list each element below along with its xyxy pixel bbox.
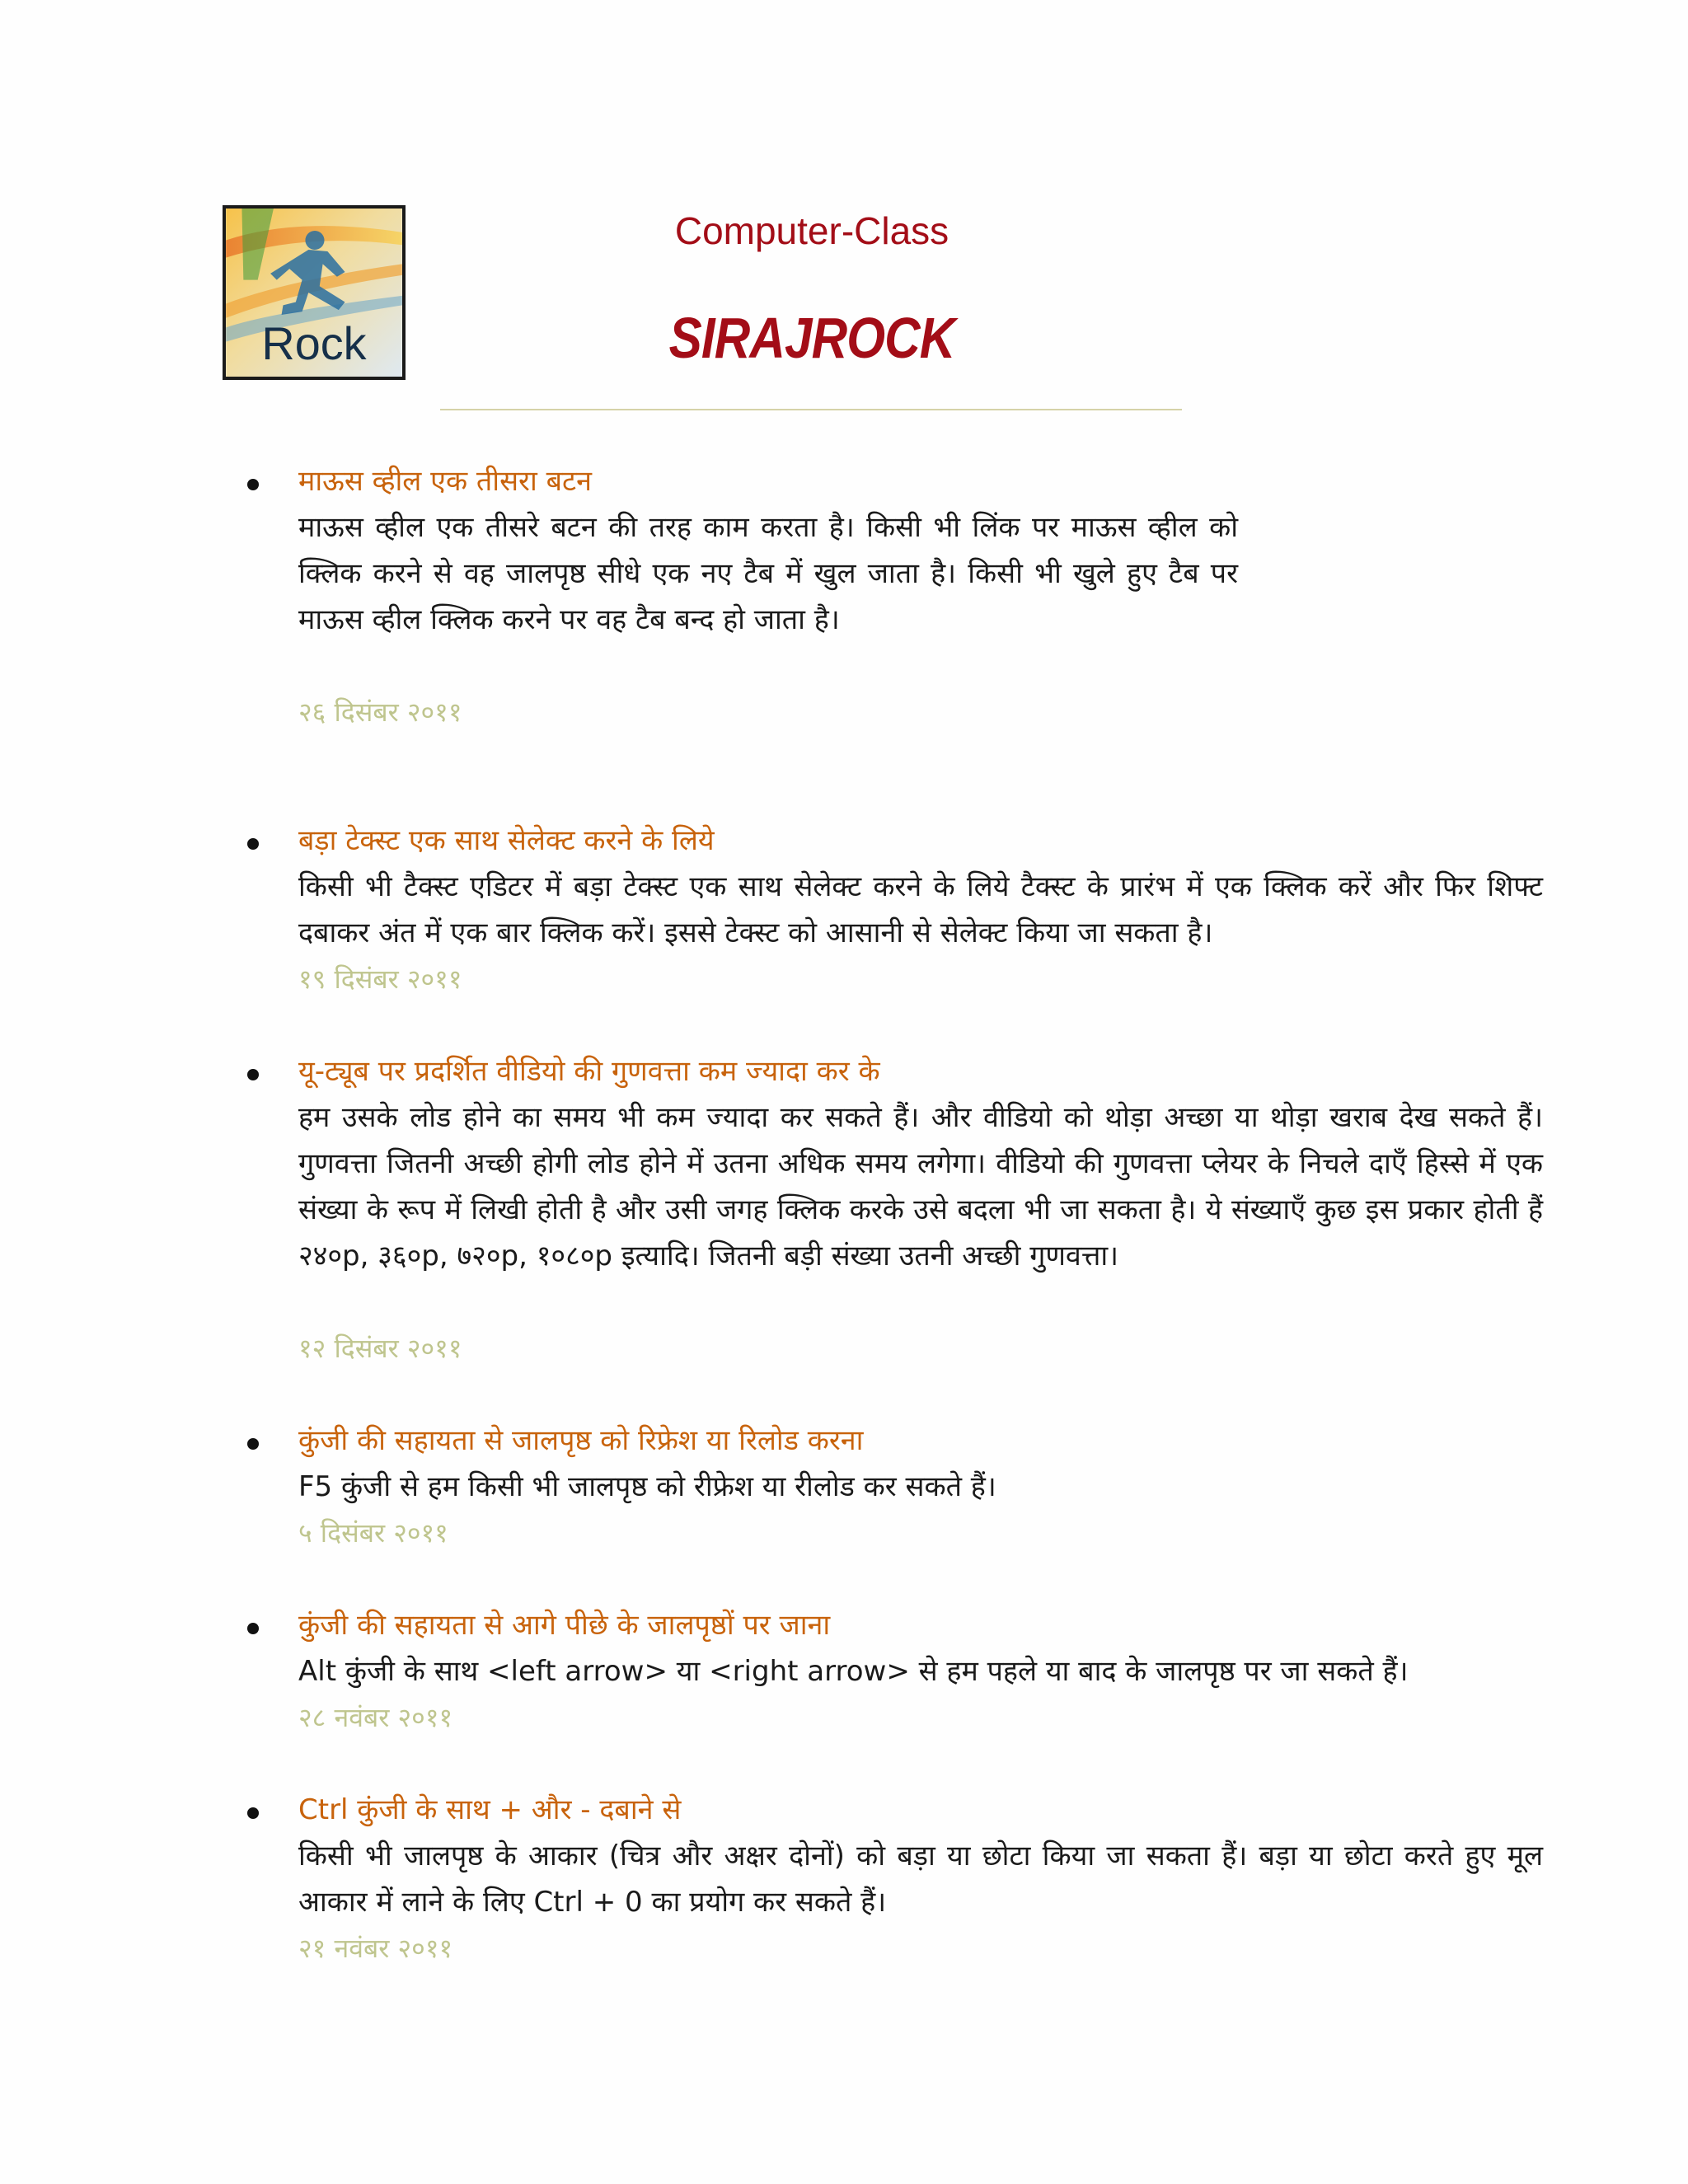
- post-body: Alt कुंजी के साथ <left arrow> या <right arrow> से हम पहले या बाद के जालपृष्ठ पर जा सकते हैं।: [298, 1655, 1409, 1688]
- bullet-dot-icon: [247, 1807, 259, 1819]
- bullet-dot-icon: [247, 479, 259, 490]
- site-logo[interactable]: [223, 205, 406, 380]
- runner-logo-icon: [226, 209, 402, 377]
- post-title[interactable]: Ctrl कुंजी के साथ + और - दबाने से: [298, 1793, 682, 1826]
- bullet-dot-icon: [247, 1623, 259, 1634]
- post-title[interactable]: कुंजी की सहायता से जालपृष्ठ को रिफ्रेश या रिलोड करना: [298, 1424, 864, 1457]
- post-date[interactable]: २६ दिसंबर २०११: [298, 696, 462, 728]
- logo-text: Rock: [261, 316, 367, 369]
- post-body: माऊस व्हील एक तीसरे बटन की तरह काम करता है। किसी भी लिंक पर माऊस व्हील को क्लिक करने से वह जालपृष्ठ सीधे एक नए टैब में खुल जाता है। किसी भी खुले हुए टैब पर माऊस व्हील क्लिक करने पर वह टैब बन्द हो जाता है।: [298, 511, 1238, 636]
- site-subtitle: Computer-Class: [674, 209, 950, 252]
- post-date[interactable]: २१ नवंबर २०११: [298, 1933, 453, 1964]
- post-body: F5 कुंजी से हम किसी भी जालपृष्ठ को रीफ्रेश या रीलोड कर सकते हैं।: [298, 1470, 996, 1503]
- post-title[interactable]: कुंजी की सहायता से आगे पीछे के जालपृष्ठों पर जाना: [298, 1609, 831, 1642]
- header-divider: [440, 409, 1182, 410]
- post-date[interactable]: १९ दिसंबर २०११: [298, 963, 462, 995]
- post-body: हम उसके लोड होने का समय भी कम ज्यादा कर सकते हैं। और वीडियो को थोड़ा अच्छा या थोड़ा खराब देख सकते हैं। गुणवत्ता जितनी अच्छी होगी लोड होने में उतना अधिक समय लगेगा। वीडियो की गुणवत्ता प्लेयर के निचले दाएँ हिस्से में एक संख्या के रूप में लिखी होती है और उसी जगह क्लिक करके उसे बदला भी जा सकता है। ये संख्याएँ कुछ इस प्रकार होती हैं २४०p, ३६०p, ७२०p, १०८०p इत्यादि। जितनी बड़ी संख्या उतनी अच्छी गुणवत्ता।: [298, 1101, 1543, 1272]
- bullet-dot-icon: [247, 1438, 259, 1450]
- post-title[interactable]: बड़ा टेक्स्ट एक साथ सेलेक्ट करने के लिये: [298, 824, 715, 857]
- post-date[interactable]: १२ दिसंबर २०११: [298, 1333, 462, 1364]
- post-title[interactable]: माऊस व्हील एक तीसरा बटन: [298, 465, 592, 498]
- post-date[interactable]: ५ दिसंबर २०११: [298, 1517, 448, 1549]
- site-title[interactable]: SIRAJROCK: [668, 306, 955, 370]
- post-body: किसी भी टैक्स्ट एडिटर में बड़ा टेक्स्ट एक साथ सेलेक्ट करने के लिये टैक्स्ट के प्रारंभ में एक क्लिक करें और फिर शिफ्ट दबाकर अंत में एक बार क्लिक करें। इससे टेक्स्ट को आसानी से सेलेक्ट किया जा सकता है।: [298, 870, 1543, 949]
- post-date[interactable]: २८ नवंबर २०११: [298, 1702, 453, 1733]
- bullet-dot-icon: [247, 838, 259, 850]
- bullet-dot-icon: [247, 1069, 259, 1080]
- post-title[interactable]: यू-ट्यूब पर प्रदर्शित वीडियो की गुणवत्ता कम ज्यादा कर के: [298, 1055, 880, 1088]
- post-body: किसी भी जालपृष्ठ के आकार (चित्र और अक्षर दोनों) को बड़ा या छोटा किया जा सकता हैं। बड़ा या छोटा करते हुए मूल आकार में लाने के लिए Ctrl + 0 का प्रयोग कर सकते हैं।: [298, 1840, 1543, 1919]
